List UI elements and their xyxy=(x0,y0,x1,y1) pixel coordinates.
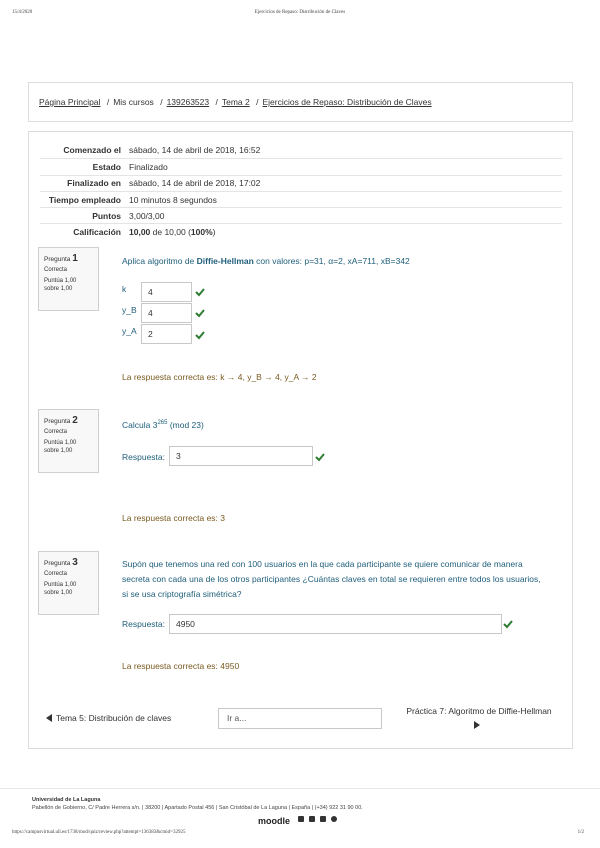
summary-value: 10 minutos 8 segundos xyxy=(129,194,217,205)
breadcrumb-my-courses: Mis cursos xyxy=(113,97,154,107)
question-num: 3 xyxy=(72,557,78,568)
print-url: https://campusvirtual.ull.es/1738/mod/quiz/review.php?attempt=136383&cmid=32925 xyxy=(12,830,186,835)
summary-row xyxy=(40,223,562,239)
question-number xyxy=(44,415,93,427)
prev-activity-label: Tema 5: Distribución de claves xyxy=(56,713,172,723)
print-title: Ejercicios de Repaso: Distribución de Claves xyxy=(254,10,346,15)
right-answer-3: La respuesta correcta es: 4950 xyxy=(122,661,240,671)
next-activity-label: Práctica 7: Algoritmo de Diffie-Hellman xyxy=(406,706,552,716)
summary-key: Finalizado en xyxy=(67,178,121,189)
question-score: Puntúa 1,00 xyxy=(44,278,77,284)
summary-value: sábado, 14 de abril de 2018, 16:52 xyxy=(129,145,261,156)
question-num: 1 xyxy=(72,253,78,264)
question-label: Pregunta xyxy=(44,560,71,567)
qtext-exponent: 265 xyxy=(157,420,168,426)
question-status: Correcta xyxy=(44,571,68,577)
triangle-right-icon xyxy=(474,721,480,729)
triangle-left-icon xyxy=(46,714,52,722)
grade-value xyxy=(121,227,216,237)
grade-percent: 100% xyxy=(190,227,213,238)
breadcrumb-separator: / xyxy=(106,97,110,107)
check-icon xyxy=(503,619,513,629)
grade-score: 10,00 xyxy=(129,227,151,238)
answer-input-yb[interactable]: 4 xyxy=(141,303,192,323)
field-label-k: k xyxy=(122,284,127,294)
footer-divider xyxy=(0,788,600,789)
question-max: sobre 1,00 xyxy=(44,590,73,596)
qtext-line: secreta con cada una de los otros participantes ¿Cuántas claves en total se requieren entre todos los usuarios, xyxy=(122,574,541,584)
check-icon xyxy=(195,287,205,297)
field-label-yb: y_B xyxy=(122,305,137,315)
prev-activity-link[interactable] xyxy=(46,713,171,723)
answer-input-2[interactable]: 3 xyxy=(169,446,313,466)
qtext-line: si se usa criptografía simétrica? xyxy=(122,589,242,599)
qtext-post: (mod 23) xyxy=(167,419,204,430)
summary-key: Puntos xyxy=(92,210,121,221)
instagram-icon[interactable] xyxy=(331,816,337,822)
breadcrumb-home[interactable]: Página Principal xyxy=(39,97,101,107)
summary-key: Tiempo empleado xyxy=(48,194,121,205)
question-info-2 xyxy=(38,409,99,473)
breadcrumb-topic[interactable]: Tema 2 xyxy=(221,97,250,107)
twitter-icon[interactable] xyxy=(309,816,315,822)
question-num: 2 xyxy=(72,415,78,426)
answer-input-k[interactable]: 4 xyxy=(141,282,192,302)
qtext-pre: Aplica algoritmo de xyxy=(122,256,197,266)
grade-of: de 10,00 ( xyxy=(150,227,191,238)
footer-address: Pabellón de Gobierno, C/ Padre Herrera s/n. | 38200 | Apartado Postal 456 | San Cristóbal de La Laguna | España | (+34) 922 31 90 00. xyxy=(32,805,363,811)
print-page-number: 1/2 xyxy=(577,830,584,835)
linkedin-icon[interactable] xyxy=(320,816,326,822)
attempt-summary-table xyxy=(40,142,562,240)
question-text-3 xyxy=(122,557,552,602)
answer-input-ya[interactable]: 2 xyxy=(141,324,192,344)
summary-key: Comenzado el xyxy=(63,145,121,156)
summary-row xyxy=(40,207,562,223)
summary-key: Calificación xyxy=(73,227,121,238)
question-number xyxy=(44,253,93,265)
question-status: Correcta xyxy=(44,429,68,435)
right-answer-1: La respuesta correcta es: k → 4, y_B → 4, y_A → 2 xyxy=(122,372,317,382)
breadcrumb xyxy=(39,97,432,107)
answer-label: Respuesta: xyxy=(122,619,165,629)
breadcrumb-separator: / xyxy=(215,97,218,107)
breadcrumb-separator: / xyxy=(256,97,259,107)
check-icon xyxy=(315,452,325,462)
qtext-line: Supón que tenemos una red con 100 usuarios en la que cada participante se quiere comunicar de manera xyxy=(122,559,523,569)
field-label-ya: y_A xyxy=(122,326,137,336)
jump-to-select[interactable]: Ir a... xyxy=(218,708,382,729)
question-text-1 xyxy=(122,254,410,269)
check-icon xyxy=(195,308,205,318)
qtext-pre: Calcula 3 xyxy=(122,419,158,430)
question-info-3 xyxy=(38,551,99,615)
print-date: 15/4/2020 xyxy=(12,10,33,15)
grade-close: ) xyxy=(212,227,216,238)
qtext-bold: Diffie-Hellman xyxy=(196,256,254,266)
summary-value: sábado, 14 de abril de 2018, 17:02 xyxy=(129,178,261,189)
summary-row xyxy=(40,142,562,158)
next-activity-link[interactable] xyxy=(404,706,554,729)
question-label: Pregunta xyxy=(44,256,71,263)
facebook-icon[interactable] xyxy=(298,816,304,822)
question-max: sobre 1,00 xyxy=(44,448,73,454)
summary-key: Estado xyxy=(92,161,121,172)
breadcrumb-separator: / xyxy=(160,97,163,107)
question-label: Pregunta xyxy=(44,418,71,425)
answer-label: Respuesta: xyxy=(122,452,165,462)
question-number xyxy=(44,557,93,569)
qtext-post: con valores: p=31, α=2, xA=711, xB=342 xyxy=(253,256,410,266)
moodle-logo[interactable]: moodle xyxy=(258,816,291,826)
answer-input-3[interactable]: 4950 xyxy=(169,614,502,634)
social-links xyxy=(298,816,337,822)
summary-value: Finalizado xyxy=(129,161,168,172)
question-score: Puntúa 1,00 xyxy=(44,582,77,588)
question-text-2 xyxy=(122,416,204,433)
summary-row xyxy=(40,175,562,191)
summary-value: 3,00/3,00 xyxy=(129,210,165,221)
summary-row xyxy=(40,191,562,207)
footer-university: Universidad de La Laguna xyxy=(32,797,101,803)
question-score: Puntúa 1,00 xyxy=(44,440,77,446)
breadcrumb-course[interactable]: 139263523 xyxy=(166,97,210,107)
question-info-1 xyxy=(38,247,99,311)
question-status: Correcta xyxy=(44,267,68,273)
summary-row xyxy=(40,158,562,174)
breadcrumb-container xyxy=(28,82,573,122)
question-max: sobre 1,00 xyxy=(44,286,73,292)
breadcrumb-quiz[interactable]: Ejercicios de Repaso: Distribución de Claves xyxy=(262,97,432,107)
check-icon xyxy=(195,330,205,340)
right-answer-2: La respuesta correcta es: 3 xyxy=(122,513,226,523)
